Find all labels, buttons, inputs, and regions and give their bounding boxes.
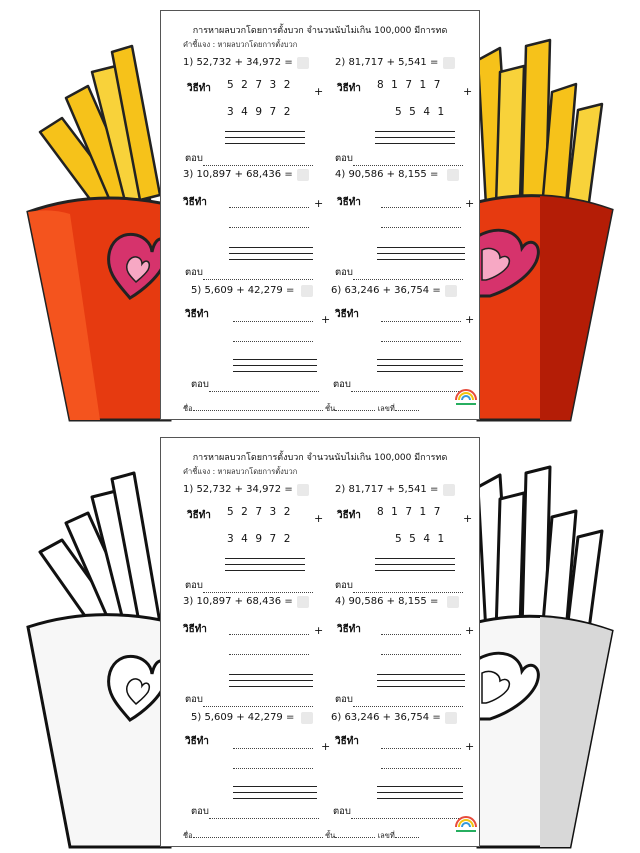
problem-1-addend-1: 52732 [227, 79, 298, 91]
problem-2-addend-1: 81717 [377, 506, 448, 518]
answer-box-3 [297, 169, 309, 181]
number-label: เลขที่ [377, 404, 395, 413]
working-line [229, 634, 309, 635]
sum-line [377, 674, 465, 675]
method-label-4: วิธีทำ [337, 197, 361, 208]
answer-line-6 [333, 804, 461, 819]
rainbow-logo-icon [453, 811, 479, 837]
sum-line [377, 686, 465, 687]
problem-3-label: 3) 10,897 + 68,436 = [183, 596, 293, 607]
worksheet [160, 437, 480, 847]
answer-line-3 [185, 692, 313, 707]
sum-line [375, 564, 455, 565]
sum-line [225, 570, 305, 571]
answer-box-2 [443, 57, 455, 69]
answer-box-6 [445, 712, 457, 724]
working-line [233, 341, 313, 342]
plus-sign-1: + [314, 85, 324, 98]
name-label: ชื่อ [183, 404, 193, 413]
plus-sign-6: + [465, 313, 475, 326]
working-line [233, 748, 313, 749]
answer-label: ตอบ [335, 153, 353, 164]
method-label-2: วิธีทำ [337, 510, 361, 521]
rainbow-logo-icon [453, 384, 479, 410]
plus-sign-5: + [321, 313, 331, 326]
student-info-footer [183, 830, 419, 842]
problem-3-label: 3) 10,897 + 68,436 = [183, 169, 293, 180]
answer-line-3 [185, 265, 313, 280]
answer-box-4 [447, 596, 459, 608]
answer-label: ตอบ [333, 379, 351, 390]
working-line [381, 634, 461, 635]
sum-line [225, 131, 305, 132]
answer-line-1 [185, 578, 313, 593]
problem-2-label: 2) 81,717 + 5,541 = [335, 484, 439, 495]
answer-box-3 [297, 596, 309, 608]
plus-sign-1: + [314, 512, 324, 525]
method-label-1: วิธีทำ [187, 510, 211, 521]
sum-line [229, 247, 313, 248]
student-info-footer [183, 403, 419, 415]
name-label: ชื่อ [183, 831, 193, 840]
sum-line [377, 792, 463, 793]
problem-2-addend-1: 81717 [377, 79, 448, 91]
working-line [381, 768, 461, 769]
answer-label: ตอบ [185, 580, 203, 591]
plus-sign-4: + [465, 197, 475, 210]
answer-line-5 [191, 804, 319, 819]
sum-line [377, 798, 463, 799]
working-line [381, 227, 461, 228]
sum-line [375, 137, 455, 138]
answer-label: ตอบ [335, 580, 353, 591]
sum-line [375, 131, 455, 132]
sum-line [233, 359, 317, 360]
answer-line-5 [191, 377, 319, 392]
problem-2-addend-2: 5541 [395, 533, 452, 545]
plus-sign-3: + [314, 624, 324, 637]
answer-line-4 [335, 692, 463, 707]
number-label: เลขที่ [377, 831, 395, 840]
sum-line [377, 253, 465, 254]
class-label: ชั้น [325, 831, 336, 840]
sum-line [377, 365, 463, 366]
working-line [381, 748, 461, 749]
sum-line [377, 680, 465, 681]
sum-line [233, 786, 317, 787]
worksheet [160, 10, 480, 420]
sum-line [233, 792, 317, 793]
plus-sign-3: + [314, 197, 324, 210]
working-line [229, 227, 309, 228]
answer-line-1 [185, 151, 313, 166]
answer-label: ตอบ [191, 379, 209, 390]
problem-1-addend-2: 34972 [227, 533, 298, 545]
method-label-3: วิธีทำ [183, 197, 207, 208]
answer-box-1 [297, 57, 309, 69]
working-line [233, 768, 313, 769]
answer-label: ตอบ [185, 694, 203, 705]
answer-line-6 [333, 377, 461, 392]
method-label-1: วิธีทำ [187, 83, 211, 94]
problem-5-label: 5) 5,609 + 42,279 = [191, 712, 295, 723]
working-line [381, 341, 461, 342]
problem-1-addend-2: 34972 [227, 106, 298, 118]
worksheet-title: การหาผลบวกโดยการตั้งบวก จำนวนนับไม่เกิน 100,000 มีการทด [192, 453, 448, 463]
sum-line [229, 259, 313, 260]
problem-1-label: 1) 52,732 + 34,972 = [183, 57, 293, 68]
method-label-6: วิธีทำ [335, 736, 359, 747]
sum-line [377, 359, 463, 360]
plus-sign-2: + [463, 512, 473, 525]
answer-line-2 [335, 151, 463, 166]
problem-4-label: 4) 90,586 + 8,155 = [335, 596, 439, 607]
working-line [233, 321, 313, 322]
answer-label: ตอบ [185, 153, 203, 164]
instruction-text: คำชี้แจง : หาผลบวกโดยการตั้งบวก [183, 467, 298, 476]
instruction-text: คำชี้แจง : หาผลบวกโดยการตั้งบวก [183, 40, 298, 49]
bw-worksheet-panel [0, 427, 640, 853]
sum-line [375, 558, 455, 559]
working-line [381, 321, 461, 322]
sum-line [225, 143, 305, 144]
sum-line [225, 137, 305, 138]
method-label-2: วิธีทำ [337, 83, 361, 94]
plus-sign-6: + [465, 740, 475, 753]
method-label-5: วิธีทำ [185, 736, 209, 747]
answer-label: ตอบ [335, 694, 353, 705]
working-line [229, 654, 309, 655]
worksheet-title: การหาผลบวกโดยการตั้งบวก จำนวนนับไม่เกิน 100,000 มีการทด [192, 26, 448, 36]
problem-5-label: 5) 5,609 + 42,279 = [191, 285, 295, 296]
problem-2-addend-2: 5541 [395, 106, 452, 118]
answer-box-6 [445, 285, 457, 297]
problem-1-addend-1: 52732 [227, 506, 298, 518]
answer-label: ตอบ [191, 806, 209, 817]
answer-line-4 [335, 265, 463, 280]
answer-box-4 [447, 169, 459, 181]
plus-sign-5: + [321, 740, 331, 753]
sum-line [377, 786, 463, 787]
answer-box-5 [301, 285, 313, 297]
answer-label: ตอบ [335, 267, 353, 278]
method-label-5: วิธีทำ [185, 309, 209, 320]
answer-label: ตอบ [333, 806, 351, 817]
answer-box-5 [301, 712, 313, 724]
problem-4-label: 4) 90,586 + 8,155 = [335, 169, 439, 180]
method-label-3: วิธีทำ [183, 624, 207, 635]
sum-line [377, 247, 465, 248]
sum-line [375, 570, 455, 571]
sum-line [225, 558, 305, 559]
sum-line [229, 253, 313, 254]
answer-line-2 [335, 578, 463, 593]
sum-line [233, 371, 317, 372]
sum-line [377, 371, 463, 372]
working-line [381, 207, 461, 208]
problem-6-label: 6) 63,246 + 36,754 = [331, 712, 441, 723]
sum-line [229, 680, 313, 681]
answer-box-1 [297, 484, 309, 496]
sum-line [377, 259, 465, 260]
sum-line [375, 143, 455, 144]
sum-line [233, 365, 317, 366]
sum-line [229, 686, 313, 687]
problem-1-label: 1) 52,732 + 34,972 = [183, 484, 293, 495]
method-label-6: วิธีทำ [335, 309, 359, 320]
problem-2-label: 2) 81,717 + 5,541 = [335, 57, 439, 68]
class-label: ชั้น [325, 404, 336, 413]
answer-box-2 [443, 484, 455, 496]
method-label-4: วิธีทำ [337, 624, 361, 635]
answer-label: ตอบ [185, 267, 203, 278]
sum-line [225, 564, 305, 565]
sum-line [229, 674, 313, 675]
problem-6-label: 6) 63,246 + 36,754 = [331, 285, 441, 296]
sum-line [233, 798, 317, 799]
working-line [229, 207, 309, 208]
color-worksheet-panel [0, 0, 640, 426]
plus-sign-4: + [465, 624, 475, 637]
plus-sign-2: + [463, 85, 473, 98]
working-line [381, 654, 461, 655]
